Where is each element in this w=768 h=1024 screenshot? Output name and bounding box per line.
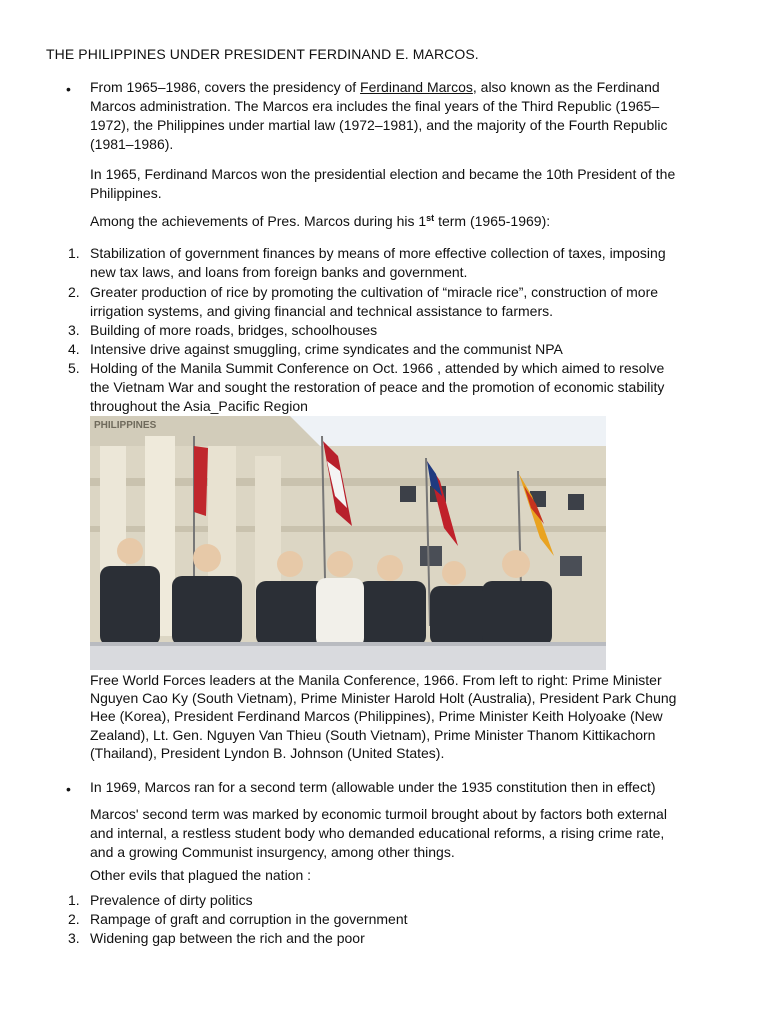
achievement-line: Greater production of rice by promoting the cultivation of “miracle rice”, construction of more — [90, 284, 659, 300]
caption-line: Free World Forces leaders at the Manila Conference, 1966. From left to right: Prime Minister — [90, 672, 662, 688]
achievement-item — [90, 283, 730, 321]
achievement-line: irrigation systems, and giving financial and technical assistance to farmers. — [90, 303, 553, 319]
caption-line: Zealand), Lt. Gen. Nguyen Van Thieu (South Vietnam), Prime Minister Thanom Kittikachorn — [90, 726, 656, 743]
photo-caption — [90, 671, 730, 762]
intro-text: From 1965–1986, covers the presidency of — [90, 79, 361, 95]
bullet-marker: • — [66, 81, 71, 97]
achievement-item — [90, 321, 730, 340]
photo-illustration — [90, 416, 606, 670]
caption-line: Hee (Korea), President Ferdinand Marcos (Philippines), Prime Minister Keith Holyoake (New — [90, 708, 663, 725]
building-sign: PHILIPPINES — [94, 420, 157, 431]
intro-paragraph — [90, 78, 730, 154]
list-number: 2. — [68, 284, 80, 300]
achievement-line: Holding of the Manila Summit Conference on Oct. 1966 , attended by which aimed to resolve — [90, 360, 665, 376]
second-term-line: and a growing Communist insurgency, among other things. — [90, 844, 455, 860]
intro-line: 1972), the Philippines under martial law (1972–1981), and the majority of the Fourth Republic — [90, 117, 668, 133]
intro-line: (1981–1986). — [90, 136, 174, 152]
list-number: 2. — [68, 911, 80, 927]
achievement-line: the Vietnam War and sought the restoration of peace and the promotion of economic stability — [90, 379, 665, 395]
second-term-paragraph — [90, 805, 730, 862]
evil-item: Widening gap between the rich and the poor — [90, 930, 365, 946]
list-number: 1. — [68, 892, 80, 908]
list-number: 1. — [68, 245, 80, 261]
list-number: 4. — [68, 341, 80, 357]
second-term-bullet: In 1969, Marcos ran for a second term (allowable under the 1935 constitution then in effect) — [90, 779, 656, 795]
bullet-marker: • — [66, 781, 71, 797]
intro-line: Marcos administration. The Marcos era includes the final years of the Third Republic (1965– — [90, 98, 660, 114]
intro-line — [90, 78, 730, 97]
evil-item: Prevalence of dirty politics — [90, 892, 253, 908]
achievements-lead — [90, 212, 730, 231]
list-number: 5. — [68, 360, 80, 376]
caption-line: Nguyen Cao Ky (South Vietnam), Prime Minister Harold Holt (Australia), President Park Chung — [90, 690, 677, 707]
lead-text: term (1965-1969): — [434, 213, 551, 229]
ferdinand-marcos-link[interactable]: Ferdinand Marcos — [360, 79, 473, 95]
election-line: In 1965, Ferdinand Marcos won the presidential election and became the 10th President of the — [90, 166, 676, 182]
achievement-line: Intensive drive against smuggling, crime syndicates and the communist NPA — [90, 341, 563, 357]
caption-line: (Thailand), President Lyndon B. Johnson (United States). — [90, 744, 445, 761]
second-term-line: and internal, a restless student body who demanded educational reforms, a rising crime rate, — [90, 825, 665, 841]
second-term-line: Marcos' second term was marked by economic turmoil brought about by factors both external — [90, 806, 667, 822]
election-line: Philippines. — [90, 185, 162, 201]
lead-text: Among the achievements of Pres. Marcos during his 1 — [90, 213, 427, 229]
achievement-line: new tax laws, and loans from foreign banks and government. — [90, 264, 468, 280]
intro-text: , also known as the Ferdinand — [472, 79, 660, 95]
election-paragraph — [90, 165, 730, 203]
evil-item: Rampage of graft and corruption in the government — [90, 911, 408, 927]
list-number: 3. — [68, 930, 80, 946]
achievement-line: Building of more roads, bridges, schoolhouses — [90, 322, 378, 338]
achievement-item — [90, 340, 730, 359]
list-number: 3. — [68, 322, 80, 338]
page-title: THE PHILIPPINES UNDER PRESIDENT FERDINAND E. MARCOS. — [46, 46, 479, 62]
achievement-item — [90, 359, 730, 416]
achievement-line: throughout the Asia_Pacific Region — [90, 398, 308, 414]
achievement-line: Stabilization of government finances by means of more effective collection of taxes, imposing — [90, 245, 666, 261]
lead-superscript: st — [426, 213, 435, 223]
evils-lead: Other evils that plagued the nation : — [90, 867, 312, 883]
achievement-item — [90, 244, 730, 282]
manila-conference-photo — [90, 416, 606, 670]
